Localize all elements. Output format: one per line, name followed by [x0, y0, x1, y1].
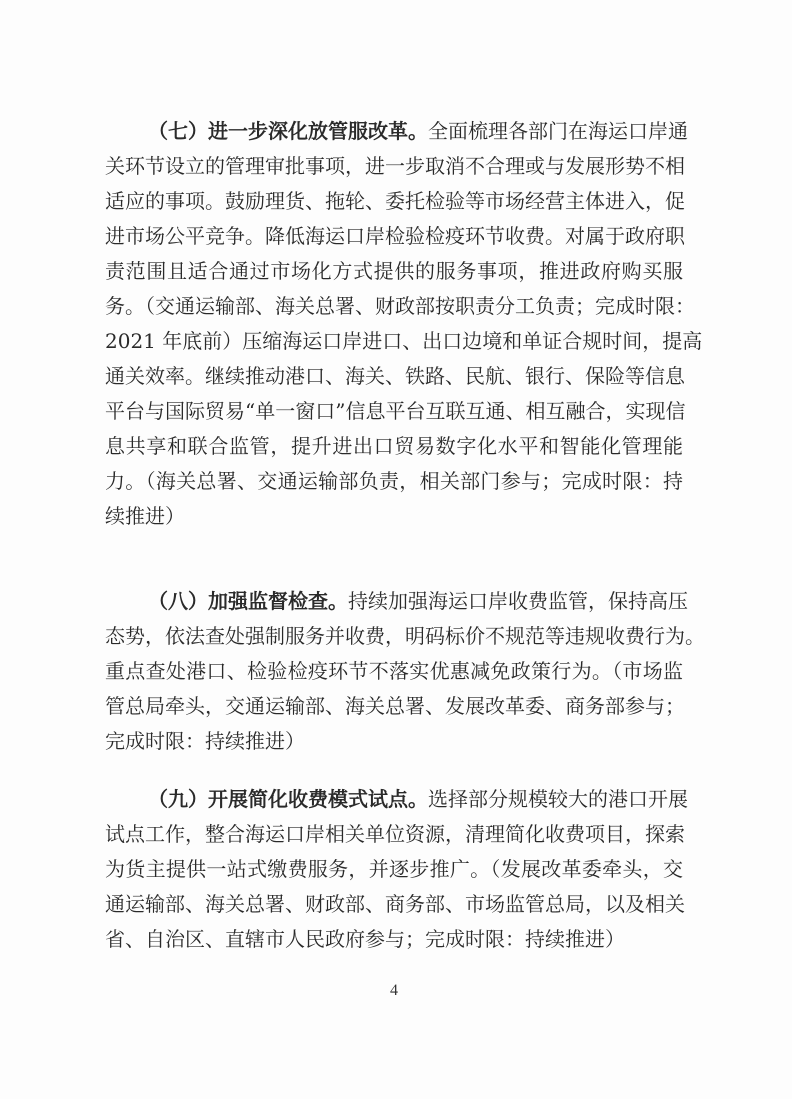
- section-heading: （九）开展简化收费模式试点。: [148, 787, 428, 811]
- paragraph-line: 务。（交通运输部、海关总署、财政部按职责分工负责；完成时限：: [105, 294, 695, 318]
- paragraph-line: 续推进）: [105, 504, 185, 528]
- paragraph-line: 息共享和联合监管，提升进出口贸易数字化水平和智能化管理能: [105, 434, 683, 458]
- paragraph-line: 责范围且适合通过市场化方式提供的服务事项，推进政府购买服: [105, 259, 683, 283]
- paragraph-line: 通运输部、海关总署、财政部、商务部、市场监管总局，以及相关: [105, 892, 685, 916]
- paragraph-line: 完成时限：持续推进）: [105, 729, 305, 753]
- paragraph-line: （七）进一步深化放管服改革。全面梳理各部门在海运口岸通: [148, 119, 688, 143]
- paragraph-line: 重点查处港口、检验检疫环节不落实优惠减免政策行为。（市场监: [105, 659, 683, 683]
- paragraph-line: （八）加强监督检查。持续加强海运口岸收费监管，保持高压: [148, 589, 688, 613]
- section-heading: （八）加强监督检查。: [148, 589, 348, 613]
- paragraph-line: 进市场公平竞争。降低海运口岸检验检疫环节收费。对属于政府职: [105, 224, 685, 248]
- paragraph-line: 试点工作，整合海运口岸相关单位资源，清理简化收费项目，探索: [105, 822, 685, 846]
- paragraph-line: （九）开展简化收费模式试点。选择部分规模较大的港口开展: [148, 787, 688, 811]
- page-number: 4: [390, 982, 398, 999]
- paragraph-line: 关环节设立的管理审批事项，进一步取消不合理或与发展形势不相: [105, 154, 685, 178]
- paragraph-line: 态势，依法查处强制服务并收费，明码标价不规范等违规收费行为。: [105, 624, 705, 648]
- section-heading: （七）进一步深化放管服改革。: [148, 119, 428, 143]
- paragraph-line: 适应的事项。鼓励理货、拖轮、委托检验等市场经营主体进入，促: [105, 189, 685, 213]
- paragraph-line: 省、自治区、直辖市人民政府参与；完成时限：持续推进）: [105, 927, 625, 951]
- paragraph-line: 2021 年底前）压缩海运口岸进口、出口边境和单证合规时间，提高: [105, 329, 703, 353]
- paragraph-line: 为货主提供一站式缴费服务，并逐步推广。（发展改革委牵头，交: [105, 857, 683, 881]
- paragraph-line: 平台与国际贸易“单一窗口”信息平台互联互通、相互融合，实现信: [105, 399, 686, 423]
- paragraph-line: 管总局牵头，交通运输部、海关总署、发展改革委、商务部参与；: [105, 694, 685, 718]
- paragraph-line: 通关效率。继续推动港口、海关、铁路、民航、银行、保险等信息: [105, 364, 685, 388]
- paragraph-line: 力。（海关总署、交通运输部负责，相关部门参与；完成时限：持: [105, 469, 683, 493]
